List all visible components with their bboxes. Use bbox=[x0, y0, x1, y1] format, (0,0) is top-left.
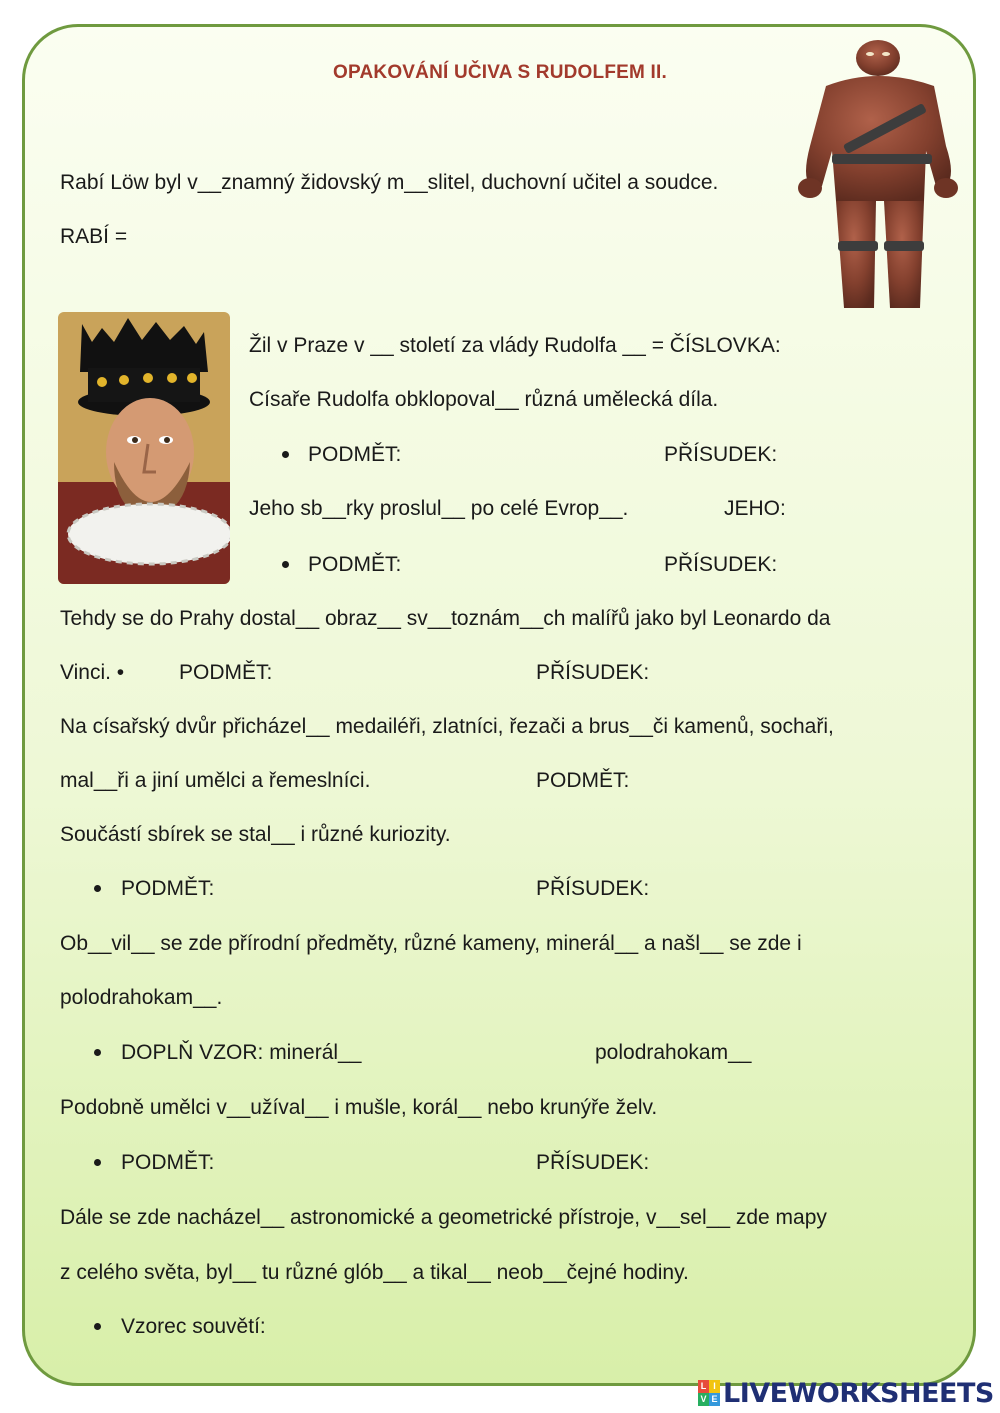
sentence-z-celeho-sveta: z celého světa, byl__ tu různé glób__ a tikal__ neob__čejné hodiny. bbox=[60, 1261, 689, 1284]
sentence-soucasti-sbirek: Součástí sbírek se stal__ i různé kuriozity. bbox=[60, 823, 451, 846]
bullet-icon bbox=[94, 1159, 101, 1166]
sentence-tehdy: Tehdy se do Prahy dostal__ obraz__ sv__toznám__ch malířů jako byl Leonardo da bbox=[60, 607, 831, 630]
jeho-label: JEHO: bbox=[724, 497, 786, 520]
vzorec-souveti-label: Vzorec souvětí: bbox=[121, 1315, 266, 1338]
sentence-dale-se-zde: Dále se zde nacházel__ astronomické a geometrické přístroje, v__sel__ zde mapy bbox=[60, 1206, 827, 1229]
sentence-cisarsky-dvur: Na císařský dvůr přicházel__ medailéři, zlatníci, řezači a brus__či kamenů, sochaři, bbox=[60, 715, 834, 738]
bullet-icon bbox=[94, 1049, 101, 1056]
podmet-label: PODMĚT: bbox=[308, 443, 402, 466]
rudolf-portrait-image bbox=[58, 312, 230, 584]
prisudek-label: PŘÍSUDEK: bbox=[664, 443, 778, 466]
podmet-label: PODMĚT: bbox=[179, 661, 273, 684]
sentence-zil-v-praze: Žil v Praze v __ století za vlády Rudolfa __ = ČÍSLOVKA: bbox=[249, 334, 781, 357]
bullet-icon bbox=[282, 561, 289, 568]
prisudek-label: PŘÍSUDEK: bbox=[664, 553, 778, 576]
bullet-icon bbox=[94, 885, 101, 892]
prisudek-label: PŘÍSUDEK: bbox=[536, 877, 650, 900]
rabi-definition-label: RABÍ = bbox=[60, 225, 128, 248]
sentence-objevily: Ob__vil__ se zde přírodní předměty, různé kameny, minerál__ a našl__ se zde i bbox=[60, 932, 802, 955]
sentence-jeho-sbirky: Jeho sb__rky proslul__ po celé Evrop__. bbox=[249, 497, 629, 520]
sentence-polodrahokamy: polodrahokam__. bbox=[60, 986, 223, 1009]
polodrahokam-label: polodrahokam__ bbox=[595, 1041, 752, 1064]
bullet-icon bbox=[94, 1323, 101, 1330]
podmet-label: PODMĚT: bbox=[536, 769, 630, 792]
sentence-cisare-rudolfa: Císaře Rudolfa obklopoval__ různá umělecká díla. bbox=[249, 388, 719, 411]
sentence-vinci: Vinci. • bbox=[60, 661, 125, 684]
sentence-rabi-low: Rabí Löw byl v__znamný židovský m__slitel, duchovní učitel a soudce. bbox=[60, 171, 719, 194]
sentence-podobne-umelci: Podobně umělci v__užíval__ i mušle, korál__ nebo krunýře želv. bbox=[60, 1096, 658, 1119]
bullet-icon bbox=[282, 451, 289, 458]
podmet-label: PODMĚT: bbox=[121, 1151, 215, 1174]
podmet-label: PODMĚT: bbox=[121, 877, 215, 900]
worksheet-title: OPAKOVÁNÍ UČIVA S RUDOLFEM II. bbox=[333, 62, 667, 83]
sentence-malari: mal__ři a jiní umělci a řemeslníci. bbox=[60, 769, 371, 792]
logo-badge-icon bbox=[698, 1380, 720, 1406]
logo-badge-letter: L bbox=[698, 1380, 709, 1393]
logo-badge-letter: E bbox=[709, 1393, 720, 1406]
golem-image bbox=[796, 36, 972, 320]
prisudek-label: PŘÍSUDEK: bbox=[536, 1151, 650, 1174]
prisudek-label: PŘÍSUDEK: bbox=[536, 661, 650, 684]
logo-text: LIVEWORKSHEETS bbox=[723, 1377, 994, 1409]
liveworksheets-logo[interactable] bbox=[698, 1378, 994, 1408]
podmet-label: PODMĚT: bbox=[308, 553, 402, 576]
logo-badge-letter: V bbox=[698, 1393, 709, 1406]
dopln-vzor-label: DOPLŇ VZOR: minerál__ bbox=[121, 1041, 362, 1064]
logo-badge-letter: I bbox=[709, 1380, 720, 1393]
